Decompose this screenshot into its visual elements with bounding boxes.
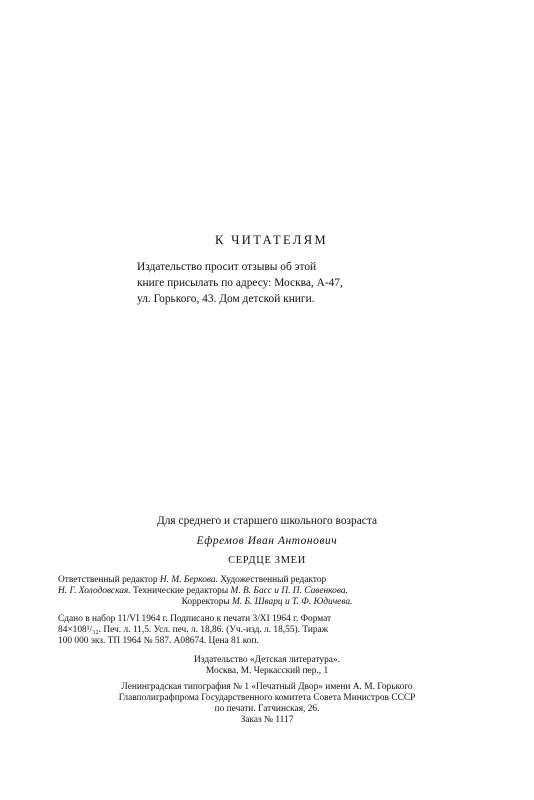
reader-notice-title: К ЧИТАТЕЛЯМ (215, 233, 328, 247)
book-title: СЕРДЦЕ ЗМЕИ (228, 555, 306, 566)
reader-notice-line: ул. Горького, 43. Дом детской книги. (137, 293, 315, 305)
credits-line-1 (58, 575, 476, 586)
printer-line: Главполиграфпрома Государственного комитета Совета Министров СССР (118, 693, 416, 704)
credits-line-3 (58, 597, 476, 608)
publisher-address: Москва, М. Черкасский пер., 1 (205, 665, 329, 676)
tech-editors-names: М. В. Басс и П. П. Савенкова. (230, 585, 348, 596)
printer-line: Ленинградская типография № 1 «Печатный Двор» имени А. М. Горького (121, 682, 413, 693)
author-name: Ефремов Иван Антонович (196, 535, 338, 547)
reader-notice (137, 233, 402, 307)
editor-label: Ответственный редактор (58, 575, 158, 585)
publisher-name: Издательство «Детская литература». (194, 654, 340, 665)
reader-notice-text (137, 259, 402, 307)
printer-line: по печати. Гатчинская, 26. (214, 703, 320, 714)
editor-name: Н. М. Беркова. (159, 575, 218, 585)
art-editor-name: Н. Г. Холодовская. (58, 585, 131, 596)
art-editor-label: Художественный редактор (220, 575, 327, 585)
print-details-line: 84×108¹/₃₂. Печ. л. 11,5. Усл. печ. л. 18,86. (Уч.-изд. л. 18,55). Тираж (58, 625, 329, 636)
print-details (58, 614, 476, 646)
reader-notice-line: книге присылать по адресу: Москва, А-47, (137, 277, 343, 289)
proofreaders-names: М. Б. Шварц и Т. Ф. Юдичева. (232, 596, 353, 607)
credits-line-2 (58, 586, 476, 597)
imprint-block (58, 514, 476, 726)
order-number: Заказ № 1117 (240, 714, 294, 725)
tech-editors-label: Технические редакторы (132, 585, 229, 596)
proofreaders-label: Корректоры (181, 596, 230, 607)
editorial-credits (58, 575, 476, 607)
print-details-line: Сдано в набор 11/VI 1964 г. Подписано к печати 3/XI 1964 г. Формат (58, 614, 332, 625)
audience-line: Для среднего и старшего школьного возраста (156, 515, 378, 527)
publisher-info (58, 655, 476, 677)
printer-info (58, 682, 476, 725)
print-details-line: 100 000 экз. ТП 1964 № 587. А08674. Цена 81 коп. (58, 635, 259, 646)
reader-notice-line: Издательство просит отзывы об этой (137, 261, 317, 273)
